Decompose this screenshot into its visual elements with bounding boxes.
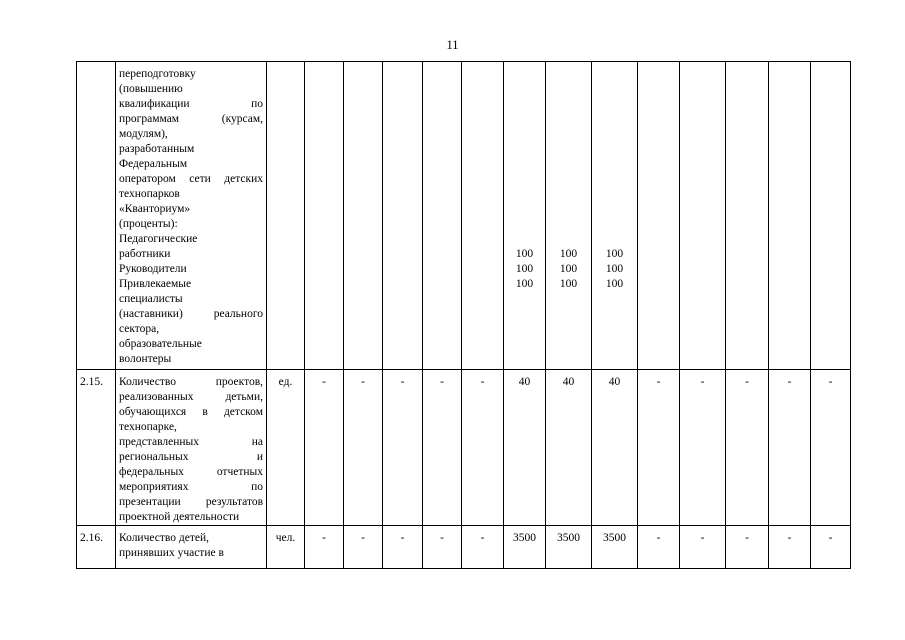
value-cell bbox=[462, 62, 504, 370]
description-line: работники bbox=[119, 248, 171, 260]
description-line: обучающихся в детском bbox=[119, 406, 263, 418]
description-line: Количество детей, bbox=[119, 532, 209, 544]
value-cell: - bbox=[811, 526, 851, 569]
table-row bbox=[77, 526, 851, 569]
value-cell bbox=[726, 62, 769, 370]
description-line: оператором сети детских bbox=[119, 173, 263, 185]
value-cell: - bbox=[305, 370, 344, 526]
row-number: 2.15. bbox=[77, 370, 116, 526]
value-cell: - bbox=[811, 370, 851, 526]
description-line: (повышению bbox=[119, 83, 183, 95]
description-line: проектной деятельности bbox=[119, 511, 240, 523]
value-cell: - bbox=[344, 370, 383, 526]
value-cell: 3500 bbox=[546, 526, 592, 569]
value-cell: - bbox=[680, 526, 726, 569]
row-description bbox=[116, 526, 267, 569]
description-line: волонтеры bbox=[119, 353, 172, 365]
row-unit bbox=[267, 62, 305, 370]
description-line: модулям), bbox=[119, 128, 168, 140]
value-cell bbox=[423, 62, 462, 370]
description-line: программам (курсам, bbox=[119, 113, 263, 125]
row-number bbox=[77, 62, 116, 370]
value-cell: - bbox=[462, 370, 504, 526]
value-cell: - bbox=[423, 370, 462, 526]
description-line: (проценты): bbox=[119, 218, 178, 230]
description-line: Руководители bbox=[119, 263, 187, 275]
description-line: специалисты bbox=[119, 293, 183, 305]
description-line: федеральных отчетных bbox=[119, 466, 263, 478]
table-row bbox=[77, 370, 851, 526]
value-cell: - bbox=[680, 370, 726, 526]
description-line: сектора, bbox=[119, 323, 160, 335]
page-number: 11 bbox=[446, 38, 459, 52]
description-line: Федеральным bbox=[119, 158, 188, 170]
description-line: (наставники) реального bbox=[119, 308, 263, 320]
value-cell: 40 bbox=[592, 370, 638, 526]
description-line: Привлекаемые bbox=[119, 278, 192, 290]
value-cell bbox=[344, 62, 383, 370]
indicators-table bbox=[76, 61, 851, 569]
value-cell: - bbox=[383, 370, 423, 526]
description-line: представленных на bbox=[119, 436, 263, 448]
value-cell: 40 bbox=[546, 370, 592, 526]
value-cell: 3500 bbox=[504, 526, 546, 569]
value-cell: - bbox=[383, 526, 423, 569]
value-cell: 100 100 100 bbox=[592, 62, 638, 370]
value-cell: - bbox=[344, 526, 383, 569]
description-line: презентации результатов bbox=[119, 496, 263, 508]
value-cell: 100 100 100 bbox=[504, 62, 546, 370]
value-cell: - bbox=[726, 370, 769, 526]
description-line: принявших участие в bbox=[119, 547, 224, 559]
value-cell bbox=[305, 62, 344, 370]
table-row bbox=[77, 62, 851, 370]
row-description bbox=[116, 370, 267, 526]
value-cell: - bbox=[638, 526, 680, 569]
description-line: переподготовку bbox=[119, 68, 196, 80]
row-unit: чел. bbox=[267, 526, 305, 569]
value-cell: - bbox=[638, 370, 680, 526]
value-cell bbox=[638, 62, 680, 370]
value-cell: - bbox=[305, 526, 344, 569]
description-line: мероприятиях по bbox=[119, 481, 263, 493]
row-unit: ед. bbox=[267, 370, 305, 526]
description-line: разработанным bbox=[119, 143, 195, 155]
row-description bbox=[116, 62, 267, 370]
value-cell: 40 bbox=[504, 370, 546, 526]
description-line: региональных и bbox=[119, 451, 263, 463]
value-cell: - bbox=[726, 526, 769, 569]
description-line: реализованных детьми, bbox=[119, 391, 263, 403]
value-cell: 3500 bbox=[592, 526, 638, 569]
value-cell bbox=[811, 62, 851, 370]
description-line: технопарке, bbox=[119, 421, 177, 433]
description-line: «Кванториум» bbox=[119, 203, 191, 215]
value-cell: 100 100 100 bbox=[546, 62, 592, 370]
description-line: Количество проектов, bbox=[119, 376, 263, 388]
value-cell: - bbox=[462, 526, 504, 569]
value-cell: - bbox=[423, 526, 462, 569]
value-cell bbox=[769, 62, 811, 370]
row-number: 2.16. bbox=[77, 526, 116, 569]
value-cell: - bbox=[769, 370, 811, 526]
value-cell: - bbox=[769, 526, 811, 569]
description-line: квалификации по bbox=[119, 98, 263, 110]
value-cell bbox=[383, 62, 423, 370]
description-line: Педагогические bbox=[119, 233, 198, 245]
description-line: образовательные bbox=[119, 338, 202, 350]
description-line: технопарков bbox=[119, 188, 180, 200]
value-cell bbox=[680, 62, 726, 370]
